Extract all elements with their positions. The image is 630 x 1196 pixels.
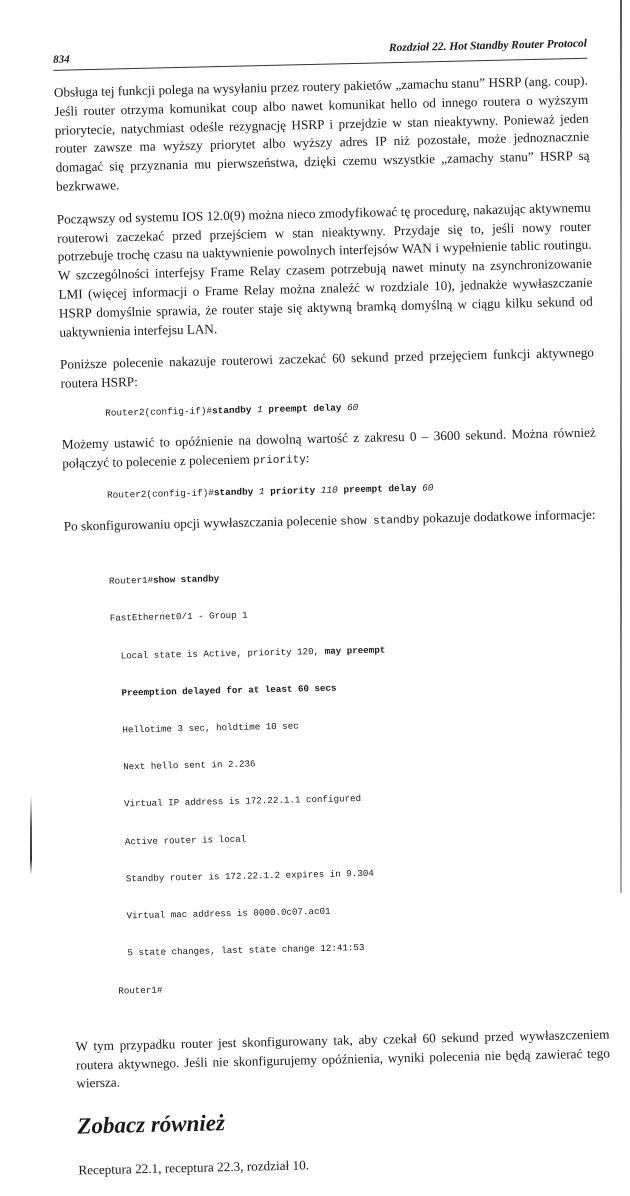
paragraph-see-also: Receptura 22.1, receptura 22.3, rozdział 10.	[78, 1157, 310, 1178]
output-line: Hellotime 3 sec, holdtime 10 sec	[122, 720, 299, 736]
text-span: Możemy ustawić to opóźnienie na dowolną wartość z zakresu 0 – 3600 sekund. Można również połączyć to polecenie z poleceniem	[61, 424, 596, 471]
scan-binding-edge	[620, 0, 622, 893]
cmd-keyword: preempt delay	[343, 482, 417, 495]
paragraph-preempt-explanation: W tym przypadku router jest skonfigurowany tak, aby czekał 60 sekund przed wywłaszczeniem routera aktywnego. Jeśli nie skonfigurujemy opóźnienia, wyniki polecenia nie będą zawierać tego wiersza.	[75, 1026, 610, 1091]
cmd-keyword: standby	[211, 404, 252, 417]
paragraph-ios-delay: Począwszy od systemu IOS 12.0(9) można nieco zmodyfikować tę procedurę, nakazując aktywnemu routerowi zaczekać przed przejściem w stan nieaktywny. Przydaje się to, jeśli nowy router potrzebuje trochę czasu na uaktywnienie powolnych interfejsów WAN i wypełnienie tablic routingu. W szczególności interfejsy Frame Relay czasem potrzebują nawet minuty na zsynchronizowanie LMI (więcej informacji o Frame Relay można znaleźć w rozdziale 10), jednakże wywłaszczanie HSRP domyślnie sprawia, że router staje się aktywną bramką domyślną w ciągu kilku sekund od uaktywnienia interfejsu LAN.	[56, 199, 593, 340]
inline-code: show standby	[340, 514, 420, 528]
page-body	[54, 72, 613, 1195]
cmd-value: 110	[320, 484, 338, 496]
output-line: Virtual mac address is 0000.0c07.ac01	[126, 905, 331, 922]
output-line: 5 state changes, last state change 12:41:53	[127, 942, 365, 959]
show-standby-output	[108, 540, 609, 1022]
output-line: Next hello sent in 2.236	[123, 758, 256, 773]
paragraph-coup: Obsługa tej funkcji polega na wysyłaniu przez routery pakietów „zamachu stanu” HSRP (ang. coup). Jeśli router otrzyma komunikat coup albo nawet komunikat hello od innego routera o wyższym priorytecie, natychmiast odeśle rezygnację HSRP i przejdzie w stan nieaktywny. Ponieważ jeden router zawsze ma wyższy priorytet albo wyższy adres IP niż pozostałe, może jednoznacznie domagać się przyznania mu pierwszeństwa, dzięki czemu wszystkie „zamachy stanu” HSRP są bezkrwawe.	[53, 72, 590, 194]
output-line: Router1#	[118, 984, 163, 997]
cmd-value: 60	[422, 481, 434, 494]
output-command: show standby	[152, 573, 220, 586]
output-line: Virtual IP address is 172.22.1.1 configured	[123, 793, 362, 810]
output-line: Standby router is 172.22.1.2 expires in 9.304	[125, 867, 374, 885]
cmd-prompt: Router2(config-if)#	[105, 405, 213, 419]
cmd-keyword: preempt delay	[268, 402, 342, 416]
section-heading: Zobacz również	[77, 1110, 226, 1139]
output-prompt: Router1#	[108, 574, 154, 587]
cmd-keyword: priority	[270, 484, 316, 497]
cmd-prompt: Router2(config-if)#	[106, 486, 215, 501]
page-number: 834	[53, 53, 70, 66]
page-header	[53, 38, 587, 71]
output-highlight: may preempt	[324, 644, 386, 657]
output-line-highlight: Preemption delayed for at least 60 secs	[121, 682, 337, 699]
command-priority-preempt	[107, 477, 597, 502]
cmd-value: 60	[347, 401, 359, 414]
text-span: :	[305, 449, 310, 465]
scan-margin-mark	[30, 795, 32, 875]
cmd-group: 1	[256, 404, 263, 416]
output-text: Local state is Active, priority 120,	[120, 645, 325, 662]
cmd-keyword: standby	[213, 485, 254, 498]
paragraph-delay-range	[62, 424, 597, 476]
running-head: Rozdział 22. Hot Standby Router Protocol	[388, 37, 588, 55]
text-span: Po skonfigurowaniu opcji wywłaszczania polecenie	[63, 511, 341, 534]
output-line	[109, 565, 599, 589]
output-line: FastEthernet0/1 - Group 1	[109, 609, 248, 625]
paragraph-command-intro: Poniższe polecenie nakazuje routerowi zaczekać 60 sekund przed przejęciem funkcji aktywnego routera HSRP:	[59, 345, 595, 391]
output-line	[111, 639, 601, 663]
text-span: pokazuje dodatkowe informacje:	[419, 506, 596, 526]
cmd-group: 1	[258, 485, 265, 497]
output-line: Active router is local	[124, 833, 247, 848]
command-preempt-delay	[105, 396, 595, 421]
paragraph-show-standby	[64, 505, 598, 538]
inline-code: priority	[252, 453, 307, 468]
